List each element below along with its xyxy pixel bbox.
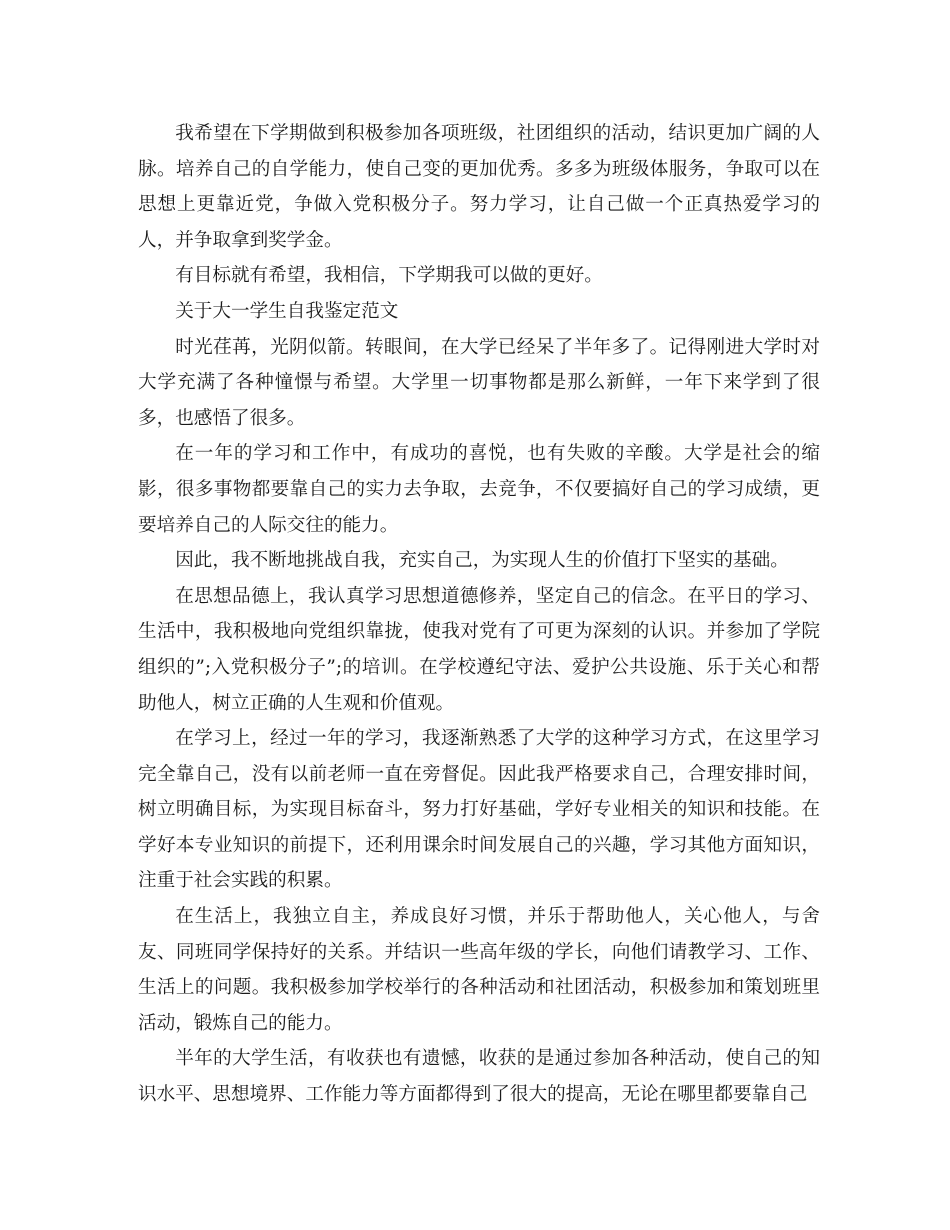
paragraph-2: 有目标就有希望，我相信，下学期我可以做的更好。 xyxy=(175,265,603,287)
paragraph-8: 在学习上，经过一年的学习，我逐渐熟悉了大学的这种学习方式，在这里学习完全靠自己，没有以前老师一直在旁督促。因此我严格要求自己，合理安排时间，树立明确目标，为实现目标奋斗，努力打好基础，学好专业相关的知识和技能。在学好本专业知识的前提下，还利用课余时间发展自己的兴趣，学习其他方面知识，注重于社会实践的积累。 xyxy=(138,728,820,892)
paragraph-6: 因此，我不断地挑战自我，充实自己，为实现人生的价值打下坚实的基础。 xyxy=(175,550,789,572)
paragraph-1: 我希望在下学期做到积极参加各项班级，社团组织的活动，结识更加广阔的人脉。培养自己的自学能力，使自己变的更加优秀。多多为班级体服务，争取可以在思想上更靠近党，争做入党积极分子。努力学习，让自己做一个正真热爱学习的人，并争取拿到奖学金。 xyxy=(138,123,820,251)
document-body xyxy=(138,116,820,1113)
paragraph-5: 在一年的学习和工作中，有成功的喜悦，也有失败的辛酸。大学是社会的缩影，很多事物都要靠自己的实力去争取，去竞争，不仅要搞好自己的学习成绩，更要培养自己的人际交往的能力。 xyxy=(138,443,820,536)
paragraph-10: 半年的大学生活，有收获也有遗憾，收获的是通过参加各种活动，使自己的知识水平、思想境界、工作能力等方面都得到了很大的提高，无论在哪里都要靠自己 xyxy=(138,1048,820,1106)
section-heading: 关于大一学生自我鉴定范文 xyxy=(175,300,399,322)
paragraph-9: 在生活上，我独立自主，养成良好习惯，并乐于帮助他人，关心他人，与舍友、同班同学保持好的关系。并结识一些高年级的学长，向他们请教学习、工作、生活上的问题。我积极参加学校举行的各种活动和社团活动，积极参加和策划班里活动，锻炼自己的能力。 xyxy=(138,906,820,1034)
paragraph-7: 在思想品德上，我认真学习思想道德修养，坚定自己的信念。在平日的学习、生活中，我积极地向党组织靠拢，使我对党有了可更为深刻的认识。并参加了学院组织的”;入党积极分子”;的培训。在学校遵纪守法、爱护公共设施、乐于关心和帮助他人，树立正确的人生观和价值观。 xyxy=(138,585,820,714)
paragraph-4: 时光荏苒，光阴似箭。转眼间，在大学已经呆了半年多了。记得刚进大学时对大学充满了各种憧憬与希望。大学里一切事物都是那么新鲜，一年下来学到了很多，也感悟了很多。 xyxy=(138,336,820,429)
